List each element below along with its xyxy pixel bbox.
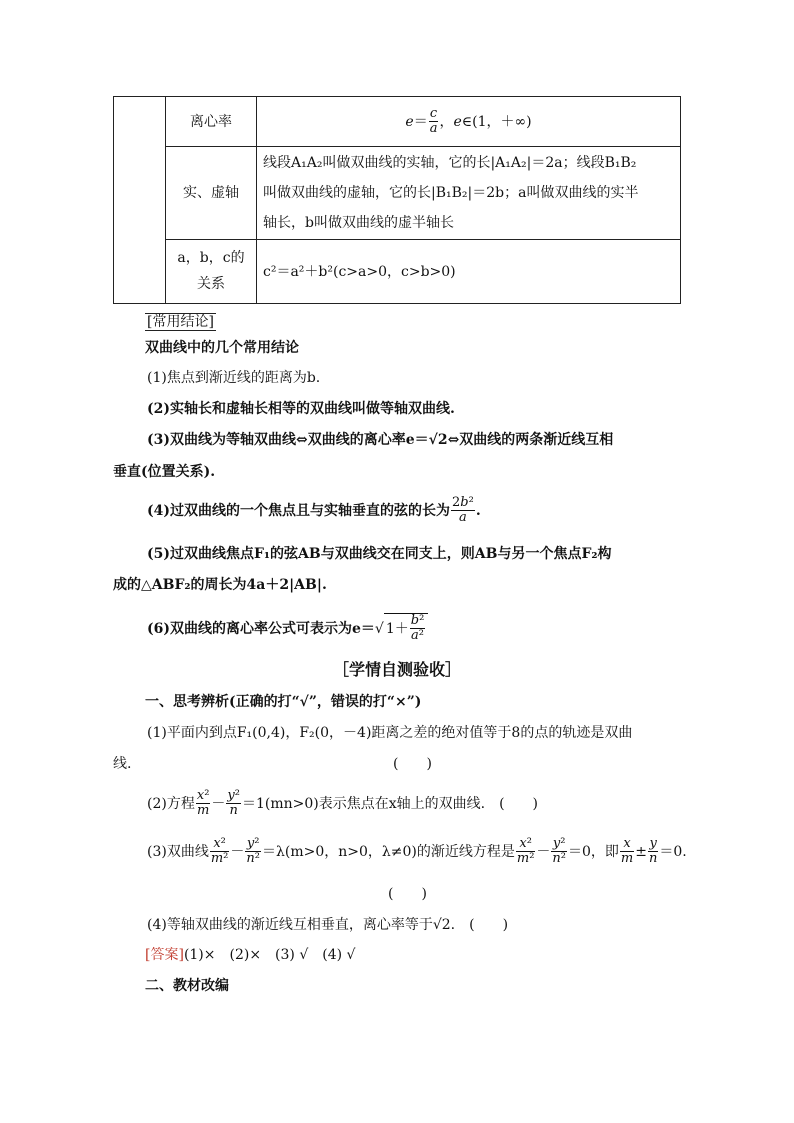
question-3: (3)双曲线 $\frac{\text{x²}}{\text{m²}}$ － $\frac{\text{y²}}{\text{n²}}$ ＝λ(m>0，n>0，λ≠0)的渐近线方程是 $\frac{\text{x²}}{\text{m²}}$ － $\frac{\text{y²}}{\text{n²}}$ ＝0，即 $\frac{x}{m}$ ± $\frac{y}{n}$ ＝0.	[147, 836, 687, 867]
exercise-part2-title: 二、教材改编	[145, 978, 229, 994]
answer-line: [答案](1)× (2)× (3) √ (4) √	[145, 947, 356, 963]
answer-paren: ( )	[499, 795, 539, 812]
row-eccentricity-content: e＝ $\frac{c}{a}$ ，e∈(1，＋∞)	[257, 97, 681, 147]
abc-label-line: a，b，c的	[177, 250, 245, 267]
axes-line: 轴长，b叫做双曲线的虚半轴长	[263, 214, 454, 231]
axes-line: 线段A₁A₂叫做双曲线的实轴，它的长|A₁A₂|＝2a；线段B₁B₂	[263, 154, 637, 171]
conclusion-item: 垂直(位置关系).	[113, 464, 216, 480]
conclusion-item: 成的△ABF₂的周长为4a＋2|AB|.	[113, 577, 327, 593]
section-heading: ［学情自测验收］	[332, 660, 461, 679]
row-abc-content: c²＝a²＋b²(c>a>0，c>b>0)	[257, 239, 681, 303]
row-label-eccentricity: 离心率	[166, 97, 257, 147]
conclusion-item: (2)实轴长和虚轴长相等的双曲线叫做等轴双曲线.	[147, 401, 455, 417]
conclusion-item-chord: (4)过双曲线的一个焦点且与实轴垂直的弦的长为 $\frac{\text{2b²}}{a}$ .	[147, 495, 481, 526]
conclusion-item: (5)过双曲线焦点F₁的弦AB与双曲线交在同支上，则AB与另一个焦点F₂构	[147, 546, 612, 562]
row-label-axes: 实、虚轴	[166, 147, 257, 239]
axes-line: 叫做双曲线的虚轴，它的长|B₁B₂|＝2b；a叫做双曲线的实半	[263, 184, 639, 201]
answer-paren: ( )	[469, 917, 509, 933]
table-blank-cell	[114, 97, 166, 304]
question-1: (1)平面内到点F₁(0,4)，F₂(0，－4)距离之差的绝对值等于8的点的轨迹是双曲	[147, 725, 633, 741]
row-axes-content	[257, 147, 681, 239]
conclusions-tag: [常用结论]	[147, 314, 214, 330]
abc-label-line: 关系	[197, 276, 225, 293]
conclusion-item: (3)双曲线为等轴双曲线⇔双曲线的离心率e＝√2⇔双曲线的两条渐近线互相	[147, 432, 614, 448]
answer-paren: ( )	[393, 756, 432, 772]
conclusion-item: (1)焦点到渐近线的距离为b.	[147, 370, 321, 386]
exercise-part1-title: 一、思考辨析(正确的打“√”，错误的打“×”)	[145, 694, 422, 710]
row-label-abc	[166, 239, 257, 303]
hyperbola-properties-table	[113, 96, 681, 304]
conclusion-item-eccentricity: (6)双曲线的离心率公式可表示为e＝√ 1＋ $\frac{\text{b²}}{\text{a²}}$	[147, 613, 428, 644]
conclusions-title: 双曲线中的几个常用结论	[145, 340, 299, 356]
question-1-cont: 线. ( )	[113, 753, 131, 773]
question-4: (4)等轴双曲线的渐近线互相垂直，离心率等于√2. ( )	[147, 917, 509, 933]
question-2: (2)方程 $\frac{\text{x²}}{m}$ － $\frac{\text{y²}}{n}$ ＝1(mn>0)表示焦点在x轴上的双曲线. ( )	[147, 788, 539, 819]
answer-tag: [答案]	[145, 947, 184, 963]
answer-paren: ( )	[388, 886, 427, 902]
